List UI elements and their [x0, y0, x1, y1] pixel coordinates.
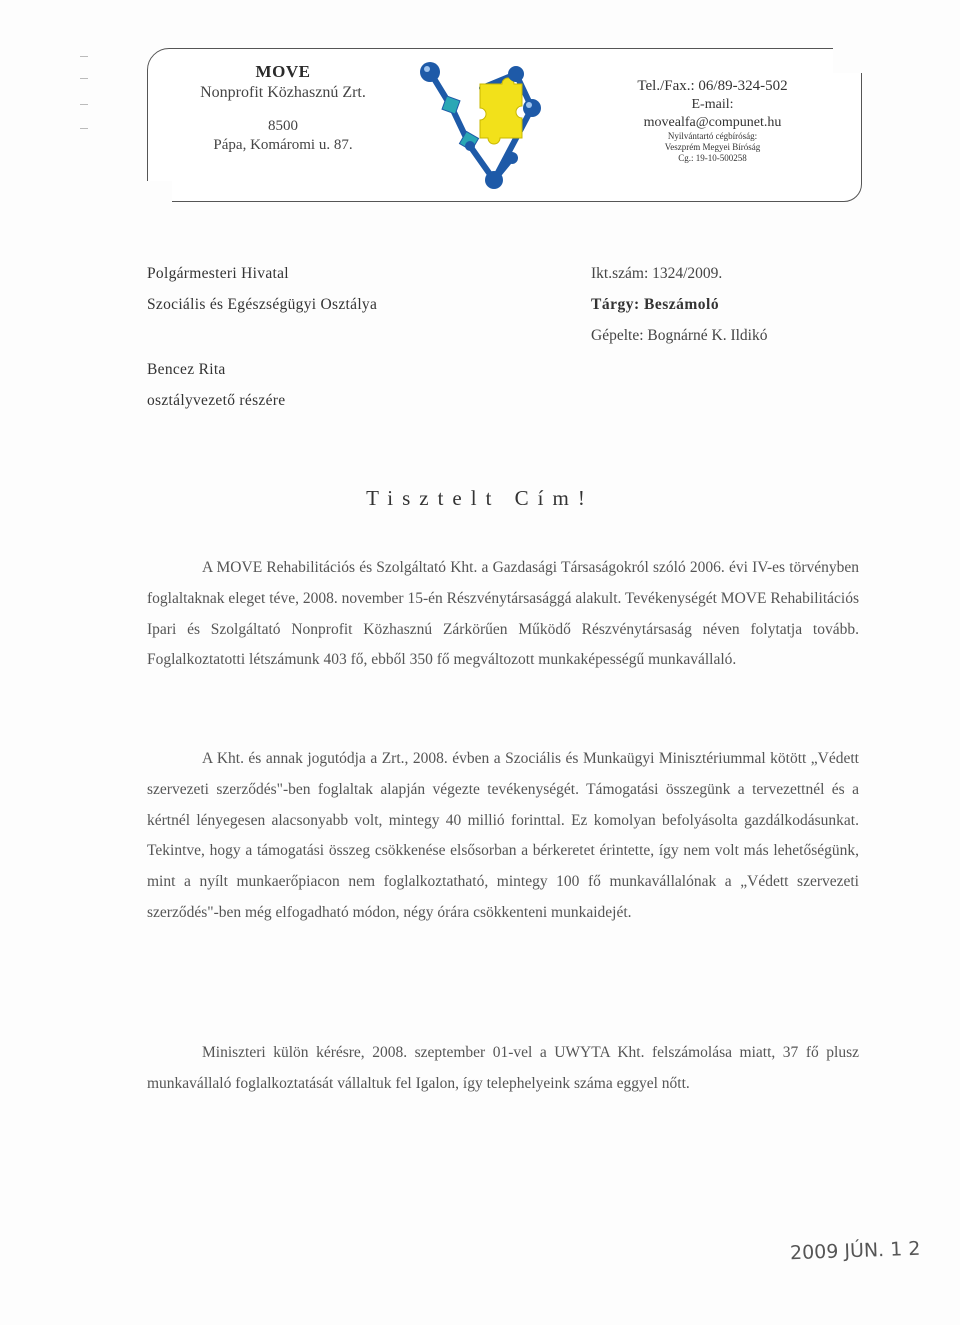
- salutation: Tisztelt Cím!: [366, 486, 594, 510]
- postal-code: 8500: [268, 118, 298, 134]
- body-paragraph: A Kht. és annak jogutódja a Zrt., 2008. évben a Szociális és Munkaügyi Minisztériummal kötött „Védett szervezeti szerződés"-ben foglaltak alapján végezte tevékenységét. Támogatási összegünk a tervezettnél és a kértnél lényegesen alacsonyabb volt, mintegy 40 millió forinttal. Ez komolyan befolyásolta gazdálkodásunkat. Tekintve, hogy a támogatási összeg csökkenése elsősorban a bérkeretet érintette, így nem volt más lehetőségünk, mint a nyílt munkaerőpiacon nem foglalkoztatható, mintegy 100 fő munkavállalónak a „Védett szervezeti szerződés"-ben még elfogadható módon, négy órára csökkenteni munkaidejét.: [147, 750, 859, 921]
- recipient-department: Szociális és Egészségügyi Osztálya: [147, 296, 378, 313]
- scan-mark: [80, 128, 88, 129]
- recipient-block: [147, 258, 377, 416]
- letterhead-contact-block: [570, 78, 855, 164]
- registry-line: Veszprém Megyei Bíróság: [664, 142, 761, 152]
- recipient-office: Polgármesteri Hivatal: [147, 265, 289, 282]
- scan-mark: [80, 104, 88, 105]
- email-label: E-mail:: [691, 97, 734, 112]
- typed-by: Gépelte: Bognárné K. Ildikó: [591, 327, 768, 344]
- recipient-role: osztályvezető részére: [147, 392, 286, 409]
- email-address: movealfa@compunet.hu: [643, 115, 782, 130]
- reference-number: Ikt.szám: 1324/2009.: [591, 265, 723, 282]
- body-paragraph: Miniszteri külön kérésre, 2008. szeptember 01-vel a UWYTA Kht. felszámolása miatt, 37 fő plusz munkavállaló foglalkoztatását vállaltuk fel Igalon, így telephelyeink száma eggyel nőtt.: [147, 1044, 859, 1092]
- subject-line: Tárgy: Beszámoló: [591, 296, 720, 313]
- company-name: MOVE: [255, 62, 311, 81]
- reference-block: [591, 258, 767, 351]
- letterhead-company-block: [168, 62, 398, 154]
- scan-mark: [80, 78, 88, 79]
- move-logo-icon: [412, 58, 552, 190]
- scan-mark: [80, 56, 88, 57]
- received-date-stamp: 2009 JÚN. 1 2: [789, 1237, 921, 1265]
- registry-line: Cg.: 19-10-500258: [678, 153, 747, 163]
- body-paragraph: A MOVE Rehabilitációs és Szolgáltató Kht. a Gazdasági Társaságokról szóló 2006. évi IV-es törvényben foglaltaknak eleget téve, 2008. november 15-én Részvénytársasággá alakult. Tevékenységét MOVE Rehabilitációs Ipari és Szolgáltató Nonprofit Közhasznú Zárkörűen Működő Részvénytársaság néven folytatja tovább. Foglalkoztatotti létszámunk 403 fő, ebből 350 fő megváltozott munkaképességű munkavállaló.: [147, 559, 859, 669]
- company-address: Pápa, Komáromi u. 87.: [213, 137, 353, 153]
- tel-fax: Tel./Fax.: 06/89-324-502: [637, 78, 788, 94]
- registry-line: Nyilvántartó cégbíróság:: [667, 131, 758, 141]
- company-type: Nonprofit Közhasznú Zrt.: [200, 84, 366, 101]
- recipient-name: Bencez Rita: [147, 361, 226, 378]
